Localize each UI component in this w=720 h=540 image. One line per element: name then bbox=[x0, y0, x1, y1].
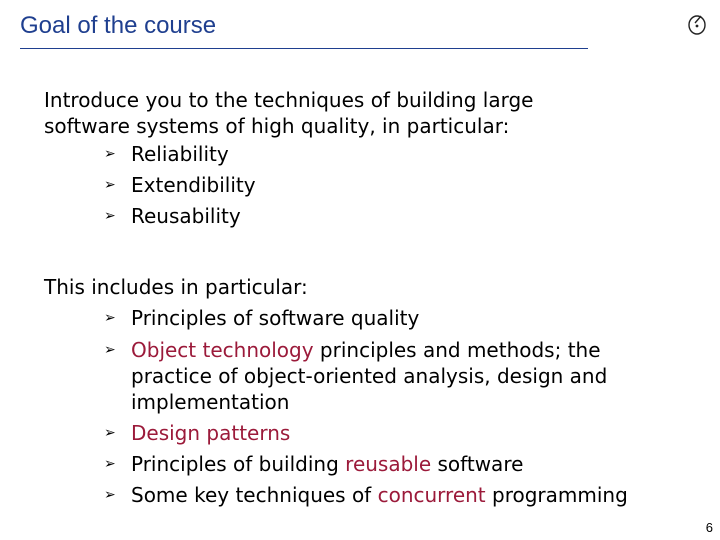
list-item bbox=[104, 449, 704, 480]
intro-paragraph bbox=[44, 87, 704, 139]
includes-lead: This includes in particular: bbox=[44, 275, 308, 299]
highlighted-term: Object technology bbox=[131, 338, 314, 362]
list-item-label bbox=[131, 421, 290, 445]
text-run: practice of object-oriented analysis, design and bbox=[131, 364, 608, 388]
list-item-label bbox=[131, 483, 628, 507]
slide-title: Goal of the course bbox=[20, 12, 217, 39]
arrow-bullet-icon: ➢ bbox=[104, 425, 116, 441]
list-item bbox=[104, 303, 704, 334]
text-run: Principles of software quality bbox=[131, 306, 420, 330]
eth-logo-icon bbox=[686, 12, 708, 36]
text-run: implementation bbox=[131, 390, 290, 414]
list-item bbox=[104, 139, 704, 170]
slide-body bbox=[44, 87, 704, 511]
highlighted-term: Design patterns bbox=[131, 421, 291, 445]
title-underline bbox=[20, 48, 588, 49]
list-item-label: Extendibility bbox=[131, 173, 256, 197]
arrow-bullet-icon: ➢ bbox=[104, 487, 116, 503]
text-run: Principles of building bbox=[131, 452, 346, 476]
list-item-label bbox=[131, 452, 523, 476]
list-item bbox=[104, 480, 704, 511]
arrow-bullet-icon: ➢ bbox=[104, 177, 116, 193]
list-item bbox=[104, 170, 704, 201]
includes-bullet-list bbox=[44, 303, 704, 511]
arrow-bullet-icon: ➢ bbox=[104, 310, 116, 326]
list-item-label: Reusability bbox=[131, 204, 241, 228]
arrow-bullet-icon: ➢ bbox=[104, 342, 116, 358]
intro-line: Introduce you to the techniques of building large bbox=[44, 88, 534, 112]
list-item bbox=[104, 418, 704, 449]
page-number: 6 bbox=[705, 520, 713, 535]
arrow-bullet-icon: ➢ bbox=[104, 456, 116, 472]
intro-bullet-list bbox=[44, 139, 704, 232]
text-run: software bbox=[431, 452, 524, 476]
text-run: Some key techniques of bbox=[131, 483, 378, 507]
text-run: programming bbox=[485, 483, 628, 507]
list-item bbox=[104, 201, 704, 232]
text-run: principles and methods; the bbox=[313, 338, 601, 362]
highlighted-term: concurrent bbox=[377, 483, 486, 507]
intro-line: software systems of high quality, in particular: bbox=[44, 114, 510, 138]
list-item-label: Reliability bbox=[131, 142, 229, 166]
list-item-label bbox=[131, 306, 419, 330]
list-item bbox=[104, 334, 704, 418]
arrow-bullet-icon: ➢ bbox=[104, 146, 116, 162]
list-item-label bbox=[131, 338, 607, 414]
highlighted-term: reusable bbox=[345, 452, 432, 476]
arrow-bullet-icon: ➢ bbox=[104, 208, 116, 224]
